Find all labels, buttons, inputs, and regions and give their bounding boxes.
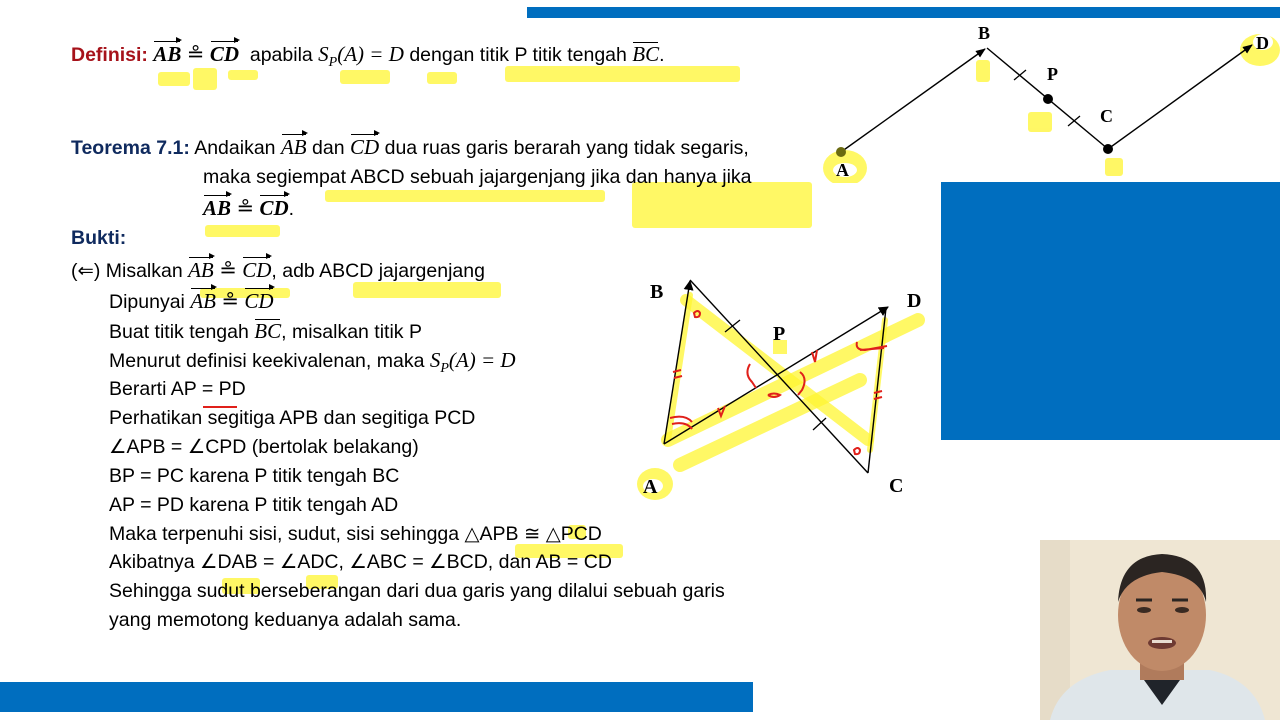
vector-ab: AB xyxy=(153,42,182,66)
proof-text: AP = PD karena P titik tengah AD xyxy=(109,494,399,516)
proof-line-1 xyxy=(71,258,485,283)
proof-text: Akibatnya ∠DAB = ∠ADC, ∠ABC = ∠BCD, dan AB = CD xyxy=(109,551,612,573)
proof-line xyxy=(109,493,398,517)
theorem-text: Andaikan xyxy=(194,137,276,159)
proof-line xyxy=(109,435,419,459)
proof-text: ∠APB = ∠CPD (bertolak belakang) xyxy=(109,436,419,458)
proof-text: , misalkan titik P xyxy=(281,321,422,343)
equiv-symbol: ≗ xyxy=(221,289,239,313)
theorem-line-3 xyxy=(203,196,294,221)
vector-cd: CD xyxy=(350,135,380,159)
proof-text: BP = PC karena P titik tengah BC xyxy=(109,465,400,487)
formula-s: S xyxy=(429,348,441,372)
top-accent-bar xyxy=(527,7,1280,18)
theorem-line-1 xyxy=(71,135,749,160)
proof-line xyxy=(109,579,725,603)
vector-ab: AB xyxy=(190,289,216,313)
proof-text: Sehingga sudut berseberangan dari dua garis yang dilalui sebuah garis xyxy=(109,580,725,602)
definition-text-1: apabila xyxy=(249,44,313,66)
segment-bc: BC xyxy=(632,42,660,66)
proof-line xyxy=(109,608,461,632)
proof-text: Buat titik tengah xyxy=(109,321,249,343)
proof-label xyxy=(71,226,126,250)
equiv-symbol: ≗ xyxy=(186,42,205,66)
proof-text: Dipunyai xyxy=(109,291,185,313)
point-a-label: A xyxy=(836,160,849,180)
proof-text: Berarti AP = PD xyxy=(109,378,246,400)
proof-line-3 xyxy=(109,319,422,344)
proof-text: Menurut definisi keekivalenan, maka xyxy=(109,350,425,372)
theorem-text: dan xyxy=(312,137,345,159)
point-b-label: B xyxy=(978,23,991,43)
formula-sub: P xyxy=(440,360,449,376)
theorem-text: dua ruas garis berarah yang tidak segaris, xyxy=(384,137,749,159)
right-blue-panel xyxy=(941,182,1280,440)
vector-cd: CD xyxy=(209,42,240,66)
proof-line xyxy=(109,377,246,401)
equiv-symbol: ≗ xyxy=(236,196,255,220)
proof-line-2 xyxy=(109,289,274,314)
point-c-label: C xyxy=(889,475,904,497)
proof-text: (⇐) Misalkan xyxy=(71,260,183,282)
bottom-accent-bar xyxy=(0,682,753,712)
theorem-label: Teorema 7.1: xyxy=(71,137,190,159)
definition-text-2: dengan titik P titik tengah xyxy=(409,44,627,66)
formula-rest: (A) = D xyxy=(337,42,404,66)
figure-directed-segments xyxy=(820,18,1280,183)
definition-line xyxy=(71,42,665,75)
point-b-label: B xyxy=(650,281,664,303)
period: . xyxy=(288,198,295,220)
segment-bc: BC xyxy=(254,319,282,343)
proof-line xyxy=(109,550,612,574)
vector-cd: CD xyxy=(242,258,272,282)
proof-line xyxy=(109,464,399,488)
theorem-text: maka segiempat ABCD sebuah jajargenjang jika dan hanya jika xyxy=(203,166,752,188)
point-c-label: C xyxy=(1100,106,1113,126)
proof-text: yang memotong keduanya adalah sama. xyxy=(109,609,462,631)
theorem-line-2 xyxy=(203,165,752,189)
presenter-webcam xyxy=(1040,540,1280,720)
proof-heading: Bukti: xyxy=(71,227,127,249)
period: . xyxy=(659,44,665,66)
formula-sub: P xyxy=(328,54,338,70)
vector-ab: AB xyxy=(280,135,307,159)
point-p-label: P xyxy=(1047,64,1058,84)
proof-line-4 xyxy=(109,348,516,381)
proof-line xyxy=(109,406,475,430)
vector-cd: CD xyxy=(259,196,289,220)
vector-ab: AB xyxy=(203,196,232,220)
point-d-label: D xyxy=(907,290,922,312)
equiv-symbol: ≗ xyxy=(219,258,237,282)
presenter-figure xyxy=(1040,540,1280,720)
vector-cd: CD xyxy=(244,289,274,313)
definition-label: Definisi: xyxy=(71,44,148,66)
formula-s: S xyxy=(318,42,329,66)
proof-text: Perhatikan segitiga APB dan segitiga PCD xyxy=(109,407,476,429)
point-d-label: D xyxy=(1256,33,1269,53)
point-p-label: P xyxy=(773,323,786,345)
point-a-label: A xyxy=(643,476,658,498)
proof-line xyxy=(109,522,602,546)
formula-rest: (A) = D xyxy=(448,348,516,372)
vector-ab: AB xyxy=(188,258,214,282)
proof-text: , adb ABCD jajargenjang xyxy=(271,260,485,282)
figure-bowtie-triangles xyxy=(620,265,940,510)
proof-text: Maka terpenuhi sisi, sudut, sisi sehingga △APB ≅ △PCD xyxy=(109,523,602,545)
